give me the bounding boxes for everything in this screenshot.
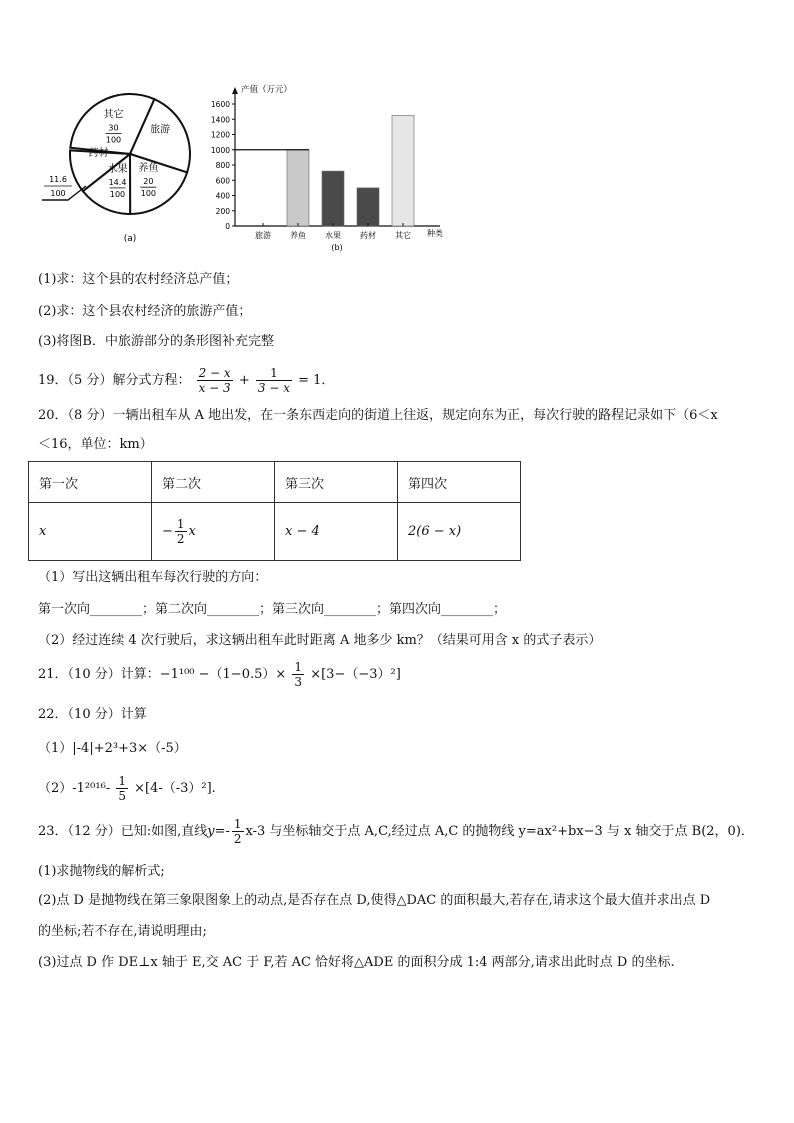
trip4-cell: 2(6 − x) [398,503,521,561]
q22-p2-post: ×[4-（-3）²]. [134,781,216,796]
y-tick-label: 1600 [210,100,230,109]
q21-den: 3 [294,675,303,689]
q19-f2-num: 1 [256,366,292,381]
pie-caption: (a) [123,234,137,244]
trip1-cell: x [29,503,152,561]
q18-part1: (1)求：这个县的农村经济总产值； [38,272,239,287]
trip-record-table [28,461,521,561]
y-tick-label: 1400 [210,115,230,125]
table-header-row [29,462,521,503]
trip2-cell [152,503,275,561]
pie-value-num: 14.4 [108,177,127,187]
q18-part3: (3)将图B．中旅游部分的条形图补充完整 [38,334,274,349]
q23-intro [38,812,754,852]
q22-fraction [116,774,128,803]
q19-plus: + [238,373,250,388]
bar-水果 [322,171,344,226]
q22-label: 22．（10 分）计算 [38,707,147,722]
y-tick-label: 800 [215,161,230,170]
q23-y: y=- [207,824,230,839]
q21-fraction [292,660,304,689]
bar-caption: (b) [331,243,343,252]
pie-value-den: 100 [140,189,157,199]
x-tick-label: 水果 [325,231,341,240]
q21-pre: 21．（10 分）计算：−1¹⁰⁰ −（1−0.5）× [38,667,287,682]
bar-chart [205,78,450,253]
pie-slice-label: 养鱼 [138,163,159,175]
q20-blanks: 第一次向________；第二次向________；第三次向________；第四次向________； [38,602,507,617]
q23-fraction [232,817,244,846]
trip2-fraction [175,517,187,546]
x-tick-label: 旅游 [255,231,271,240]
bar-y-axis-label: 产值（万元） [241,85,293,95]
q22-den: 5 [118,789,126,803]
pie-slice-label: 药材 [88,147,109,159]
pie-outside-num: 11.6 [49,175,67,184]
q22-p2-pre: （2）-1²⁰¹⁶- [38,781,111,796]
header-cell: 第二次 [152,462,275,503]
y-tick-label: 1000 [210,145,230,155]
y-tick-label: 400 [215,191,230,201]
pie-slice-label: 旅游 [150,124,171,136]
bar-其它 [392,115,414,226]
y-tick-label: 0 [225,222,230,231]
q21-num: 1 [294,660,303,674]
q20-line2: ＜16，单位：km） [38,437,153,452]
y-tick-label: 1200 [210,130,230,140]
trip3-cell: x − 4 [275,503,398,561]
trip2-minus: − [162,524,173,539]
y-tick-label: 200 [215,206,230,216]
q23-part3: (3)过点 D 作 DE⊥x 轴于 E,交 AC 于 F,若 AC 恰好将△ADE 的面积分成 1:4 两部分,请求出此时点 D 的坐标. [38,955,675,970]
bar-养鱼 [287,150,309,226]
bar-药材 [357,188,379,226]
q23-part2b: 的坐标;若不存在,请说明理由; [38,924,207,939]
q21 [38,655,401,695]
bar-x-axis-label: 种类 [427,229,443,238]
q19-f1-den: x − 3 [198,381,231,395]
q22-part1: （1）|-4|+2³+3×（-5） [38,741,187,756]
pie-outside-den: 100 [50,189,66,198]
y-tick-label: 600 [215,176,230,186]
q20-sub2: （2）经过连续 4 次行驶后，求这辆出租车此时距离 A 地多少 km？（结果可用含 x 的式子表示） [38,633,602,648]
q21-post: ×[3−（−3）²] [310,667,401,682]
table-row [29,503,521,561]
trip2-num: 1 [176,517,185,531]
pie-value-num: 20 [143,177,154,187]
q22-num: 1 [118,774,126,788]
header-cell: 第三次 [275,462,398,503]
pie-slice-label: 其它 [103,109,124,121]
q19-fraction-1 [197,366,233,395]
trip2-var: x [188,524,196,539]
q19-fraction-2 [256,366,292,395]
q23-part2a: (2)点 D 是抛物线在第三象限图象上的动点,是否存在点 D,使得△DAC 的面积最大,若存在,请求这个最大值并求出点 D [38,893,711,908]
q23-post: x-3 与坐标轴交于点 A,C,经过点 A,C 的抛物线 y=ax²+bx−3 与 x 轴交于点 B(2，0)． [245,824,754,839]
q20-sub1: （1）写出这辆出租车每次行驶的方向： [38,570,268,585]
q19-tail: = 1． [298,373,335,388]
pie-value-num: 30 [108,123,119,133]
pie-value-den: 100 [105,135,122,145]
x-tick-label: 其它 [395,231,411,240]
trip2-den: 2 [176,532,185,546]
q19-f2-den: 3 − x [257,381,290,395]
q23-num: 1 [233,817,242,831]
pie-slice-label: 水果 [107,163,128,175]
header-cell: 第四次 [398,462,521,503]
q20-line1: 20．（8 分）一辆出租车从 A 地出发，在一条东西走向的街道上往返，规定向东为正，每次行驶的路程记录如下（6＜x [38,408,718,423]
header-cell: 第一次 [29,462,152,503]
x-tick-label: 养鱼 [290,231,306,240]
q23-pre: 23．（12 分）已知:如图,直线 [38,824,208,839]
q19-label: 19．（5 分）解分式方程： [38,373,191,388]
q18-part2: (2)求：这个县农村经济的旅游产值； [38,304,252,319]
pie-chart [38,86,208,248]
q22-part2 [38,768,216,810]
q23-part1: (1)求抛物线的解析式; [38,864,165,879]
y-axis-arrow [232,87,238,94]
q19-f1-num: 2 − x [198,366,231,380]
q19 [38,362,334,400]
x-tick-label: 药材 [360,231,376,240]
pie-value-den: 100 [109,189,126,199]
q23-den: 2 [233,832,242,846]
